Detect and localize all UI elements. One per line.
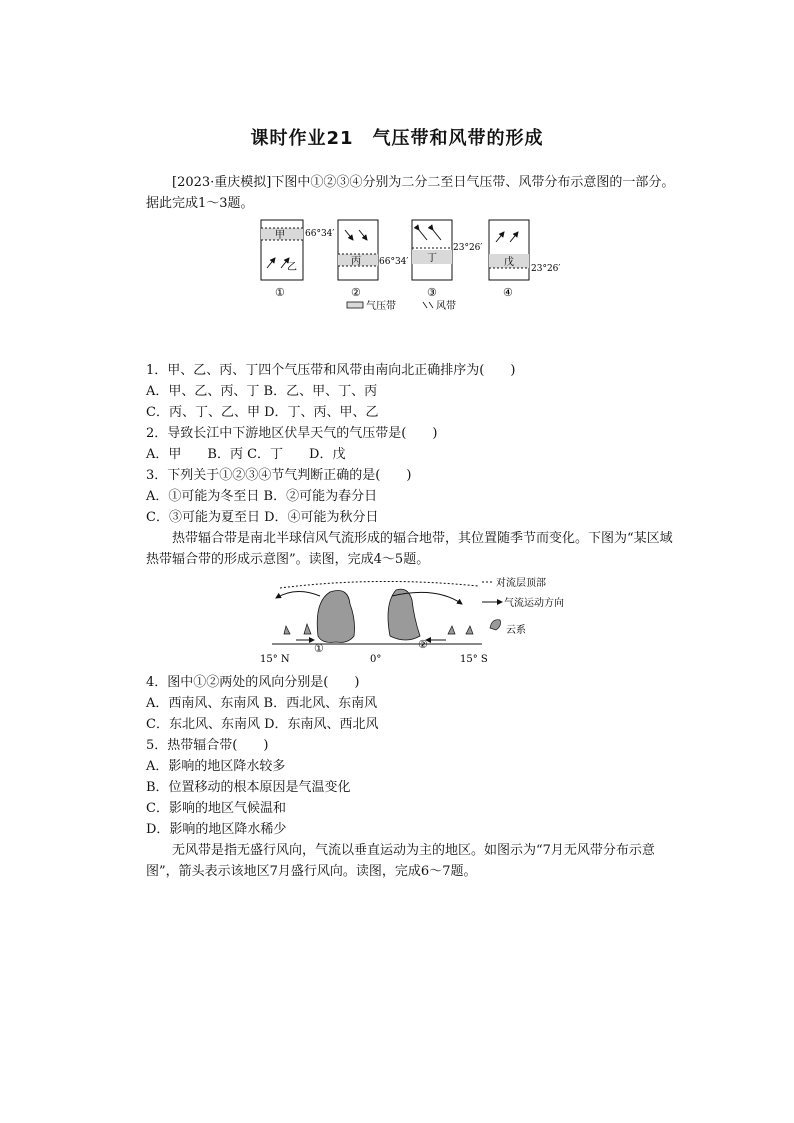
question-5-option-a: A．影响的地区降水较多 (146, 759, 286, 774)
axis-label-mid: 0° (370, 654, 382, 665)
label-bing: 丙 (351, 256, 361, 267)
question-4: 4．图中①②两处的风向分别是( ) (146, 675, 360, 690)
point-2: ② (418, 638, 428, 651)
label-yi: 乙 (287, 262, 297, 273)
intro-paragraph-1: [2023·重庆模拟]下图中①②③④分别为二分二至日气压带、风带分布示意图的一部分。据此完成1～3题。 (146, 175, 675, 211)
panel-4 (489, 220, 560, 299)
question-3: 3．下列关于①②③④节气判断正确的是( ) (146, 468, 412, 483)
point-1: ① (314, 642, 324, 655)
intro-paragraph-2: 热带辐合带是南北半球信风气流形成的辐合地带，其位置随季节而变化。下图为“某区域热带辐合带的形成示意图”。读图，完成4～5题。 (146, 531, 673, 567)
intro-paragraph-3: 无风带是指无盛行风向，气流以垂直运动为主的地区。如图示为“7月无风带分布示意图”，箭头表示该地区7月盛行风向。读图，完成6～7题。 (146, 843, 655, 879)
question-5: 5．热带辐合带( ) (146, 738, 269, 753)
question-4-options-ab: A．西南风、东南风 B．西北风、东南风 (146, 696, 378, 711)
question-3-options-cd: C．③可能为夏至日 D．④可能为秋分日 (146, 510, 379, 525)
label-wu: 戊 (504, 257, 514, 268)
panel-number-3: ③ (427, 286, 437, 299)
question-1-options-cd: C．丙、丁、乙、甲 D．丁、丙、甲、乙 (146, 405, 379, 420)
question-1-options-ab: A．甲、乙、丙、丁 B．乙、甲、丁、丙 (146, 384, 378, 399)
panel-number-2: ② (351, 286, 361, 299)
panel-number-1: ① (275, 286, 285, 299)
figure-itcz (256, 574, 564, 666)
figure-pressure-wind-belts (255, 218, 575, 314)
legend-top-label: 对流层顶部 (496, 578, 546, 589)
panel-number-4: ④ (503, 286, 513, 299)
axis-label-right: 15° S (460, 654, 488, 665)
question-3-options-ab: A．①可能为冬至日 B．②可能为春分日 (146, 489, 378, 504)
cloud-right (388, 589, 420, 640)
page-title: 课时作业21 气压带和风带的形成 (250, 128, 544, 149)
panel-1 (261, 220, 334, 299)
question-5-option-b: B．位置移动的根本原因是气温变化 (146, 780, 351, 795)
label-jia: 甲 (275, 230, 285, 241)
axis-label-left: 15° N (260, 654, 290, 665)
figure-legend (347, 299, 456, 312)
legend-wind: 风带 (436, 301, 456, 312)
panel-3 (412, 220, 482, 299)
legend-pressure: 气压带 (366, 301, 396, 312)
label-ding: 丁 (427, 253, 437, 264)
legend-cloud-label: 云系 (506, 625, 526, 636)
panel-2 (338, 220, 408, 299)
question-5-option-c: C．影响的地区气候温和 (146, 801, 286, 816)
question-2: 2．导致长江中下游地区伏旱天气的气压带是( ) (146, 426, 438, 441)
question-5-option-d: D．影响的地区降水稀少 (146, 822, 287, 837)
question-2-options: A．甲 B．丙 C．丁 D．戊 (146, 447, 346, 462)
legend-arrow-label: 气流运动方向 (504, 598, 564, 609)
lat-label-3: 23°26′ (453, 243, 483, 253)
question-4-options-cd: C．东北风、东南风 D．东南风、西北风 (146, 717, 379, 732)
lat-label-2: 66°34′ (379, 257, 409, 267)
question-1: 1．甲、乙、丙、丁四个气压带和风带由南向北正确排序为( ) (146, 363, 516, 378)
lat-label-4: 23°26′ (531, 264, 561, 274)
cloud-left (317, 591, 354, 643)
lat-label-1: 66°34′ (305, 229, 335, 239)
